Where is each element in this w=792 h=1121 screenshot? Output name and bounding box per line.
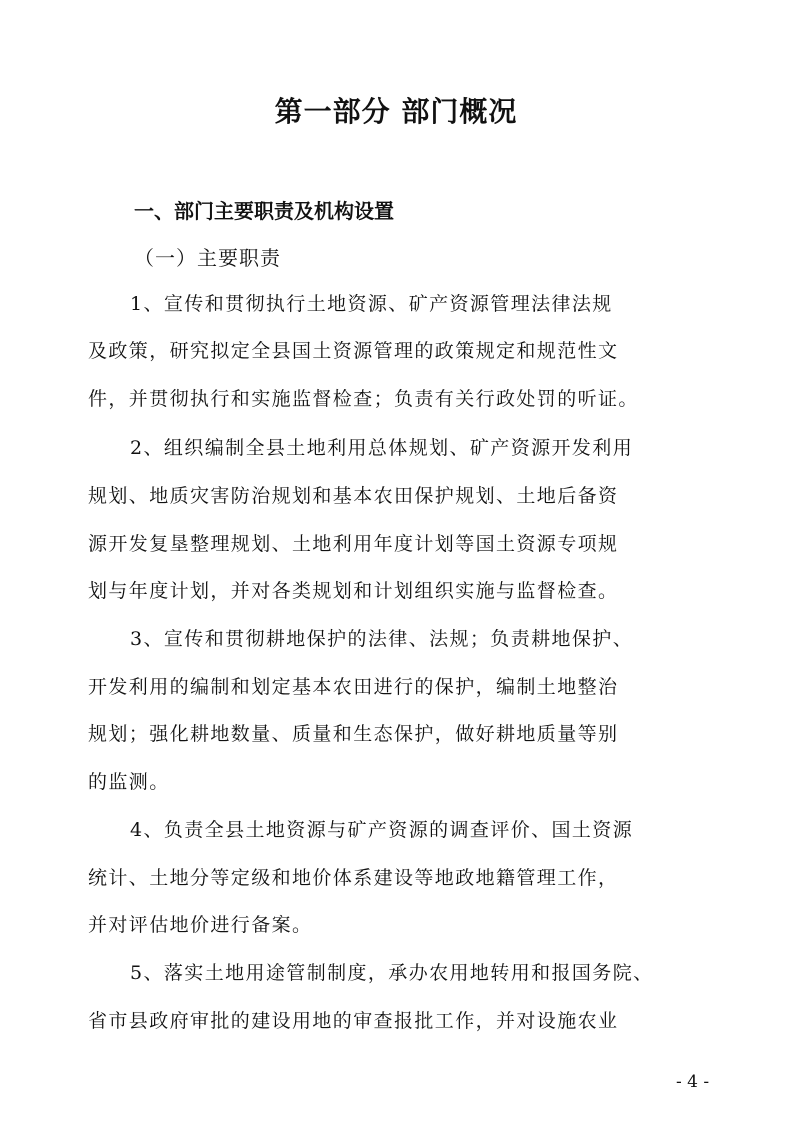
body-line-10: 规划；强化耕地数量、质量和生态保护，做好耕地质量等别 <box>88 723 619 745</box>
body-line-11: 的监测。 <box>88 771 170 793</box>
body-line-9: 开发利用的编制和划定基本农田进行的保护，编制土地整治 <box>88 676 619 698</box>
body-line-4: 2、组织编制全县土地利用总体规划、矿产资源开发利用 <box>130 437 634 459</box>
body-line-6: 源开发复垦整理规划、土地利用年度计划等国土资源专项规 <box>88 533 619 555</box>
section-heading: 一、部门主要职责及机构设置 <box>134 199 394 223</box>
body-line-13: 统计、土地分等定级和地价体系建设等地政地籍管理工作， <box>88 867 619 889</box>
body-line-8: 3、宣传和贯彻耕地保护的法律、法规；负责耕地保护、 <box>130 628 634 650</box>
body-line-14: 并对评估地价进行备案。 <box>88 914 313 936</box>
body-line-12: 4、负责全县土地资源与矿产资源的调查评价、国土资源 <box>130 819 634 841</box>
body-line-2: 及政策，研究拟定全县国土资源管理的政策规定和规范性文 <box>88 340 619 362</box>
body-line-3: 件，并贯彻执行和实施监督检查；负责有关行政处罚的听证。 <box>88 388 639 410</box>
body-line-16: 省市县政府审批的建设用地的审查报批工作，并对设施农业 <box>88 1010 619 1032</box>
body-line-15: 5、落实土地用途管制制度，承办农用地转用和报国务院、 <box>130 962 654 984</box>
page-title: 第一部分 部门概况 <box>274 95 518 128</box>
body-line-1: 1、宣传和贯彻执行土地资源、矿产资源管理法律法规 <box>130 293 613 315</box>
body-line-7: 划与年度计划，并对各类规划和计划组织实施与监督检查。 <box>88 580 619 602</box>
subsection-heading: （一）主要职责 <box>134 246 281 270</box>
page-number: - 4 - <box>676 1072 710 1092</box>
body-line-5: 规划、地质灾害防治规划和基本农田保护规划、土地后备资 <box>88 485 619 507</box>
